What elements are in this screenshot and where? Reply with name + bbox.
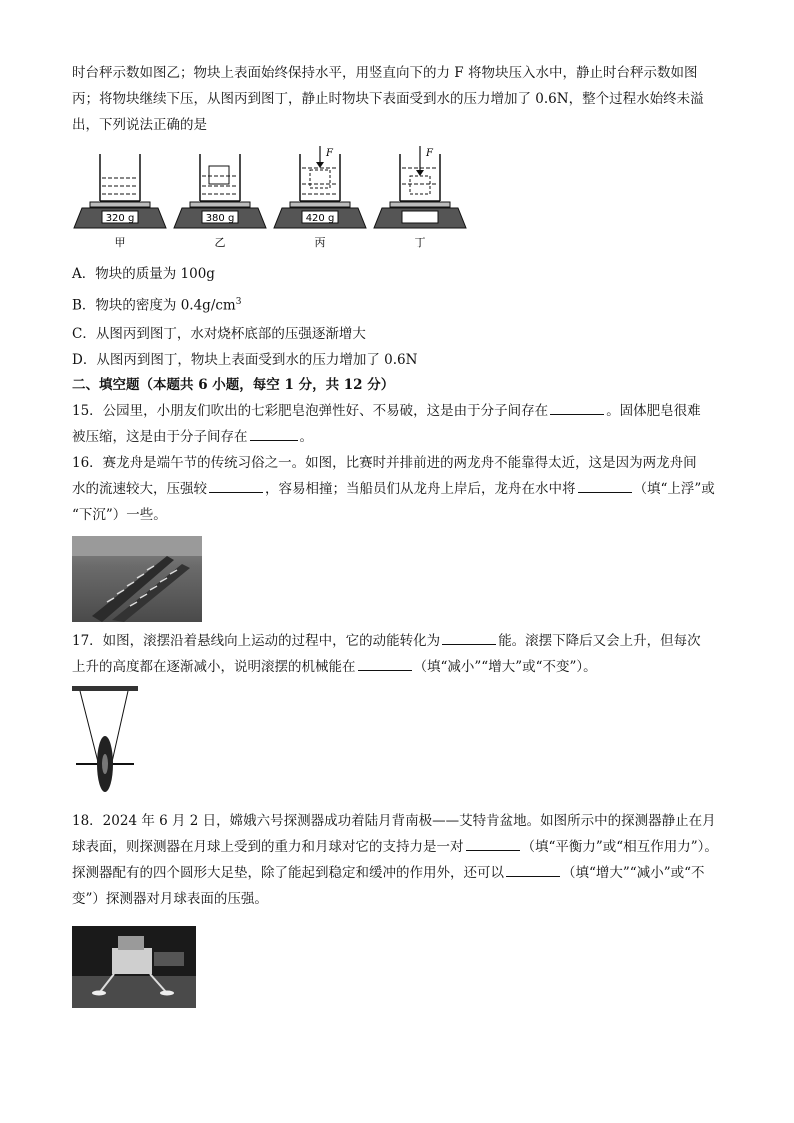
- caption-yi: 乙: [214, 236, 226, 249]
- q15-line1: [72, 398, 732, 424]
- q18-part4: 探测器配有的四个圆形大足垫，除了能起到稳定和缓冲的作用外，还可以: [72, 864, 504, 881]
- section-title: 二、填空题（本题共 6 小题，每空 1 分，共 12 分）: [72, 376, 395, 393]
- q15-part1: 15．公园里，小朋友们吹出的七彩肥皂泡弹性好、不易破，这是由于分子间存在: [72, 402, 549, 419]
- q16-line2: [72, 476, 732, 502]
- scale-ding: [374, 146, 466, 228]
- q16-part2: 水的流速较大，压强较: [72, 480, 207, 497]
- dragon-boat-photo: [72, 536, 202, 622]
- option-b-superscript: 3: [235, 297, 242, 307]
- q16-line1: 16．赛龙舟是端午节的传统习俗之一。如图，比赛时并排前进的两龙舟不能靠得太近，这是因为两龙舟间: [72, 454, 697, 471]
- q18-line4: 变”）探测器对月球表面的压强。: [72, 890, 268, 907]
- caption-ding: 丁: [414, 236, 426, 249]
- q17-part3: 上升的高度都在逐渐减小，说明滚摆的机械能在: [72, 658, 356, 675]
- q15-blank1[interactable]: [550, 400, 604, 415]
- q18-blank1[interactable]: [466, 836, 520, 851]
- option-b: [72, 288, 732, 320]
- q18-line3: [72, 860, 732, 886]
- q17-line1: [72, 628, 732, 654]
- q18-part3: （填“平衡力”或“相互作用力”）。: [521, 838, 718, 855]
- q15-blank2[interactable]: [250, 426, 298, 441]
- force-label-ding: F: [426, 148, 433, 159]
- q15-part4: 。: [299, 428, 313, 445]
- q15-part3: 被压缩，这是由于分子间存在: [72, 428, 248, 445]
- maxwell-pendulum-figure: [72, 684, 142, 794]
- reading-jia: 320 g: [105, 213, 135, 224]
- lunar-probe-photo: [72, 926, 196, 1008]
- q15-line2: [72, 424, 732, 450]
- q17-line2: [72, 654, 732, 680]
- q16-blank2[interactable]: [578, 478, 632, 493]
- exam-page: [72, 60, 732, 1008]
- q17-blank2[interactable]: [358, 656, 412, 671]
- q18-line2: [72, 834, 732, 860]
- scales-diagram: [72, 146, 472, 256]
- caption-bing: 丙: [314, 236, 326, 249]
- reading-bing: 420 g: [305, 213, 335, 224]
- q18-part2: 球表面，则探测器在月球上受到的重力和月球对它的支持力是一对: [72, 838, 464, 855]
- q17-part1: 17．如图，滚摆沿着悬线向上运动的过程中，它的动能转化为: [72, 632, 441, 649]
- q17-part4: （填“减小”“增大”或“不变”）。: [413, 658, 597, 675]
- q16-part4: （填“上浮”或: [633, 480, 715, 497]
- scales-figure: [72, 146, 732, 256]
- q17-blank1[interactable]: [442, 630, 496, 645]
- option-b-text: B．物块的密度为 0.4g/cm: [72, 297, 236, 314]
- q15-part2: 。固体肥皂很难: [606, 402, 701, 419]
- q18-line1: 18．2024 年 6 月 2 日，嫦娥六号探测器成功着陆月背南极——艾特肯盆地。如图所示中的探测器静止在月: [72, 812, 716, 829]
- q17-part2: 能。滚摆下降后又会上升，但每次: [498, 632, 701, 649]
- q16-part3: ，容易相撞；当船员们从龙舟上岸后，龙舟在水中将: [265, 480, 576, 497]
- caption-jia: 甲: [114, 236, 126, 249]
- option-a: A．物块的质量为 100g: [72, 266, 215, 282]
- q16-blank1[interactable]: [209, 478, 263, 493]
- reading-yi: 380 g: [205, 213, 235, 224]
- option-c: C．从图丙到图丁，水对烧杯底部的压强逐渐增大: [72, 325, 366, 342]
- q14-stem-line1: 时台秤示数如图乙；物块上表面始终保持水平，用竖直向下的力 F 将物块压入水中，静止时台秤示数如图: [72, 65, 698, 81]
- q18-part5: （填“增大”“减小”或“不: [562, 864, 705, 881]
- force-label-bing: F: [326, 148, 333, 159]
- q18-blank2[interactable]: [506, 862, 560, 877]
- option-d: D．从图丙到图丁，物块上表面受到水的压力增加了 0.6N: [72, 351, 418, 368]
- q14-stem-line3: 出，下列说法正确的是: [72, 117, 207, 133]
- q16-line3: “下沉”）一些。: [72, 506, 167, 523]
- q14-stem-line2: 丙；将物块继续下压，从图丙到图丁，静止时物块下表面受到水的压力增加了 0.6N，整个过程水始终未溢: [72, 91, 704, 107]
